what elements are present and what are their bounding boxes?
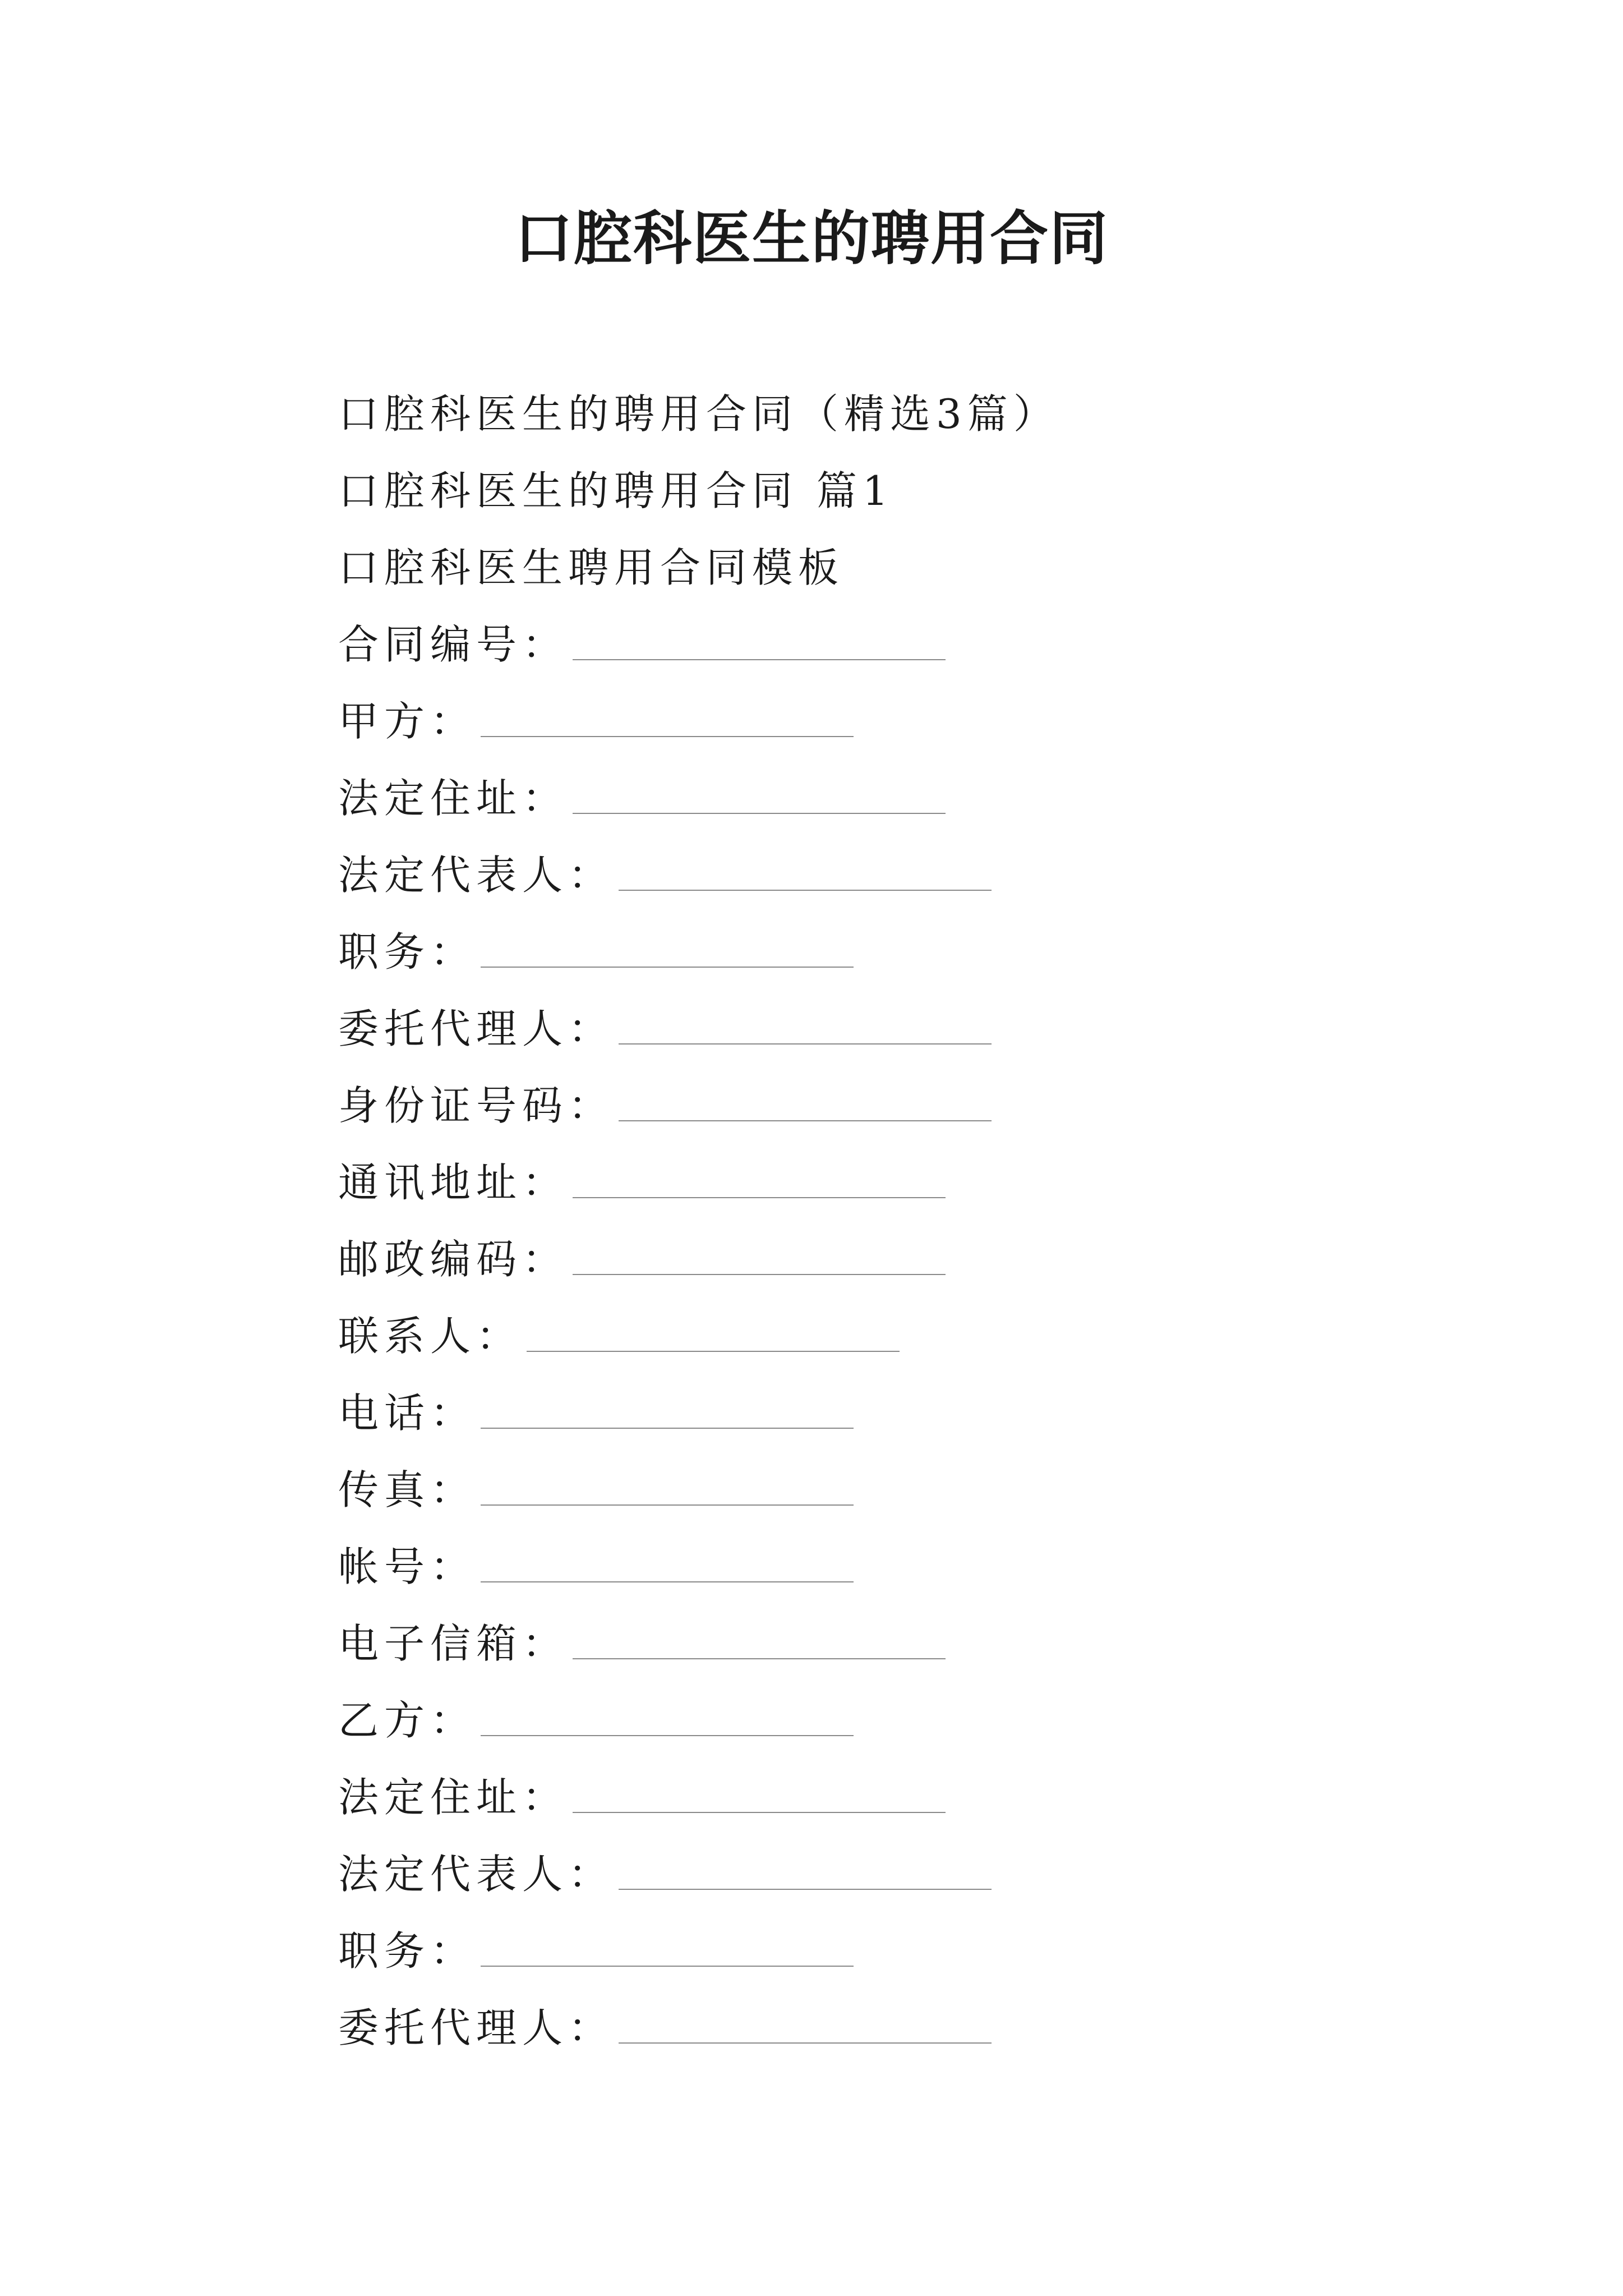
field-label: 委托代理人： (338, 2004, 615, 2051)
document-body (338, 376, 1516, 2067)
field-contract-number (338, 606, 1516, 683)
intro-text: 口腔科医生的聘用合同 篇1 (338, 467, 894, 514)
field-postal-code (338, 1221, 1516, 1298)
field-label: 乙方： (338, 1697, 477, 1744)
field-phone (338, 1375, 1516, 1452)
field-label: 邮政编码： (338, 1236, 569, 1283)
field-position-b (338, 1913, 1516, 1990)
field-label: 联系人： (338, 1313, 523, 1360)
fill-in-blank (619, 1043, 992, 1045)
fill-in-blank (481, 1581, 854, 1582)
field-party-a (338, 683, 1516, 760)
field-mailing-address (338, 1144, 1516, 1221)
fill-in-blank (481, 1735, 854, 1736)
fill-in-blank (527, 1351, 900, 1352)
field-legal-address-b (338, 1759, 1516, 1836)
fill-in-blank (573, 659, 946, 660)
field-label: 法定代表人： (338, 852, 615, 899)
field-account (338, 1529, 1516, 1605)
intro-line (338, 453, 1516, 530)
field-label: 合同编号： (338, 621, 569, 668)
field-label: 职务： (338, 1927, 477, 1975)
fill-in-blank (619, 890, 992, 891)
field-id-number (338, 1068, 1516, 1144)
fill-in-blank (573, 813, 946, 814)
fill-in-blank (481, 967, 854, 968)
fill-in-blank (481, 1428, 854, 1429)
fill-in-blank (481, 1504, 854, 1506)
field-label: 传真： (338, 1466, 477, 1513)
field-label: 甲方： (338, 698, 477, 745)
field-contact-person (338, 1298, 1516, 1375)
field-label: 身份证号码： (338, 1082, 615, 1129)
field-fax (338, 1452, 1516, 1529)
fill-in-blank (573, 1274, 946, 1275)
field-label: 电话： (338, 1389, 477, 1437)
field-label: 法定代表人： (338, 1851, 615, 1898)
field-label: 帐号： (338, 1543, 477, 1590)
field-legal-representative (338, 837, 1516, 914)
intro-text: 口腔科医生的聘用合同（精选3篇） (338, 390, 1059, 438)
field-party-b (338, 1682, 1516, 1759)
field-label: 职务： (338, 928, 477, 976)
fill-in-blank (619, 2042, 992, 2044)
field-legal-address (338, 760, 1516, 837)
field-label: 电子信箱： (338, 1620, 569, 1667)
field-label: 委托代理人： (338, 1005, 615, 1052)
field-email (338, 1605, 1516, 1682)
fill-in-blank (481, 1966, 854, 1967)
fill-in-blank (619, 1120, 992, 1121)
field-label: 通讯地址： (338, 1159, 569, 1206)
fill-in-blank (481, 736, 854, 737)
intro-line (338, 376, 1516, 453)
fill-in-blank (619, 1889, 992, 1890)
field-authorized-agent (338, 991, 1516, 1068)
intro-text: 口腔科医生聘用合同模板 (338, 544, 845, 591)
field-label: 法定住址： (338, 775, 569, 822)
fill-in-blank (573, 1658, 946, 1659)
field-label: 法定住址： (338, 1774, 569, 1821)
fill-in-blank (573, 1197, 946, 1198)
fill-in-blank (573, 1812, 946, 1813)
field-authorized-agent-b (338, 1990, 1516, 2067)
document-title: 口腔科医生的聘用合同 (514, 204, 1109, 273)
intro-line (338, 530, 1516, 606)
field-legal-representative-b (338, 1836, 1516, 1913)
field-position (338, 914, 1516, 991)
